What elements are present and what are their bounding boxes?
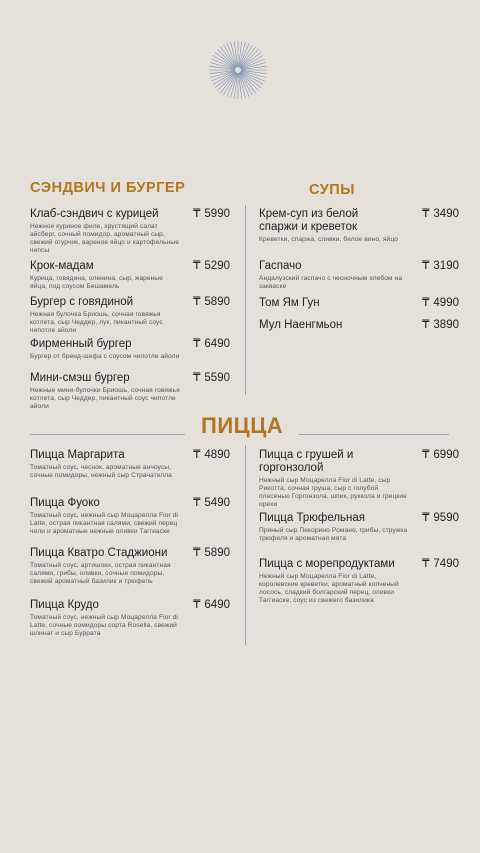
menu-item-row [259,512,459,525]
price-amount: 6490 [204,338,230,350]
menu-item [259,260,459,291]
menu-item-name: Пицца Крудо [30,599,99,611]
menu-item-price [193,372,230,385]
price-amount: 3490 [433,208,459,220]
price-amount: 5890 [204,547,230,559]
menu-item-row [30,599,230,612]
menu-item-price [193,208,230,221]
menu-item [30,547,230,586]
menu-item-description: Томатный соус, чеснок, ароматные анчоусы, сочные помидоры, нежный сыр Страчателла [30,464,172,479]
menu-item-name: Бургер с говядиной [30,296,134,308]
menu-item-name: Мул Наенгмьон [259,319,343,331]
menu-item-name: Пицца с грушей и горгонзолой [259,449,354,474]
currency-symbol: ₸ [193,208,201,220]
price-amount: 3890 [433,319,459,331]
menu-item [259,449,459,509]
menu-item-price [193,296,230,309]
menu-item-price [422,512,459,525]
menu-item-description: Андалузский гаспачо с чесночным хлебом на закваске [259,275,403,290]
menu-item-price [193,338,230,351]
menu-item [30,208,230,255]
menu-item-description: Томатный соус, нежный сыр Моцарелла Fior di Latte, сочные помидоры сорта Rosella, свежий шпинат и сыр Буррата [30,614,178,637]
menu-item-price [422,449,459,462]
menu-item-description: Томатный соус, нежный сыр Моцарелла Fior di Latte, острая пикантная салями, свежий перец чили и ароматные нежные оливки Таггиаске [30,512,178,535]
menu-item-price [193,449,230,462]
menu-item-description: Пряный сыр Пекорино Романо, грибы, стружка трюфеля и ароматная мята [259,527,408,542]
menu-item [30,260,230,291]
currency-symbol: ₸ [422,319,430,331]
menu-item-price [422,558,459,571]
currency-symbol: ₸ [193,497,201,509]
price-amount: 5990 [204,208,230,220]
menu-item-name: Крем-суп из белой спаржи и креветок [259,208,359,233]
menu-item-description: Нежная булочка Бриошь, сочная говяжья котлета, сыр Чеддер, лук, пикантный соус чипотле айоли [30,311,163,334]
menu-item-name: Фирменный бургер [30,338,132,350]
menu-item [30,372,230,411]
currency-symbol: ₸ [193,599,201,611]
currency-symbol: ₸ [193,372,201,384]
divider-right-horizontal [299,434,449,435]
divider-vertical-bottom [245,445,246,645]
menu-item-row [30,338,230,351]
price-amount: 5890 [204,296,230,308]
currency-symbol: ₸ [193,260,201,272]
section-title-soups: СУПЫ [309,182,355,198]
menu-item-row [30,497,230,510]
menu-item-price [422,319,459,332]
menu-item-name: Том Ям Гун [259,297,320,309]
menu-item-row [30,208,230,221]
price-amount: 5490 [204,497,230,509]
menu-item-description: Бургер от бренд-шефа с соусом чипотле айоли [30,353,180,360]
menu-item-price [193,260,230,273]
menu-item-price [422,260,459,273]
sunburst-icon [208,40,268,100]
price-amount: 5590 [204,372,230,384]
currency-symbol: ₸ [422,449,430,461]
price-amount: 3190 [433,260,459,272]
section-title-sandwich: СЭНДВИЧ И БУРГЕР [30,180,186,196]
menu-item [259,297,459,310]
menu-item-name: Клаб-сэндвич с курицей [30,208,159,220]
menu-item-description: Нежное куриное филе, хрустящий салат айсберг, сочный помидор, ароматный сыр, свежий огурчик, вареное яйцо и картофельные чипсы [30,223,179,254]
menu-item-name: Пицца Фуоко [30,497,100,509]
section-title-pizza: ПИЦЦА [201,413,284,438]
price-amount: 4890 [204,449,230,461]
menu-item-row [259,449,459,475]
currency-symbol: ₸ [193,449,201,461]
menu-item-name: Мини-смэш бургер [30,372,130,384]
menu-item-description: Нежные мини-булочки Бриошь, сочная говяжья котлета, сыр Чеддер, пикантный соус чипотле айоли [30,387,180,410]
menu-item-description: Креветки, спаржа, сливки, белое вино, яйцо [259,236,399,243]
price-amount: 6490 [204,599,230,611]
menu-item-name: Пицца Трюфельная [259,512,366,524]
menu-item-description: Нежный сыр Моцарелла Fior di Latte, королевские креветки, ароматный копченый лосось, сладкий болгарский перец, оливки Таггиаске, соус из свежего базилика [259,573,399,604]
menu-item-price [193,547,230,560]
menu-item-price [193,599,230,612]
menu-item-name: Пицца Кватро Стаджиони [30,547,168,559]
price-amount: 4990 [433,297,459,309]
menu-item-price [422,208,459,221]
menu-item-row [259,260,459,273]
menu-item-row [30,449,230,462]
menu-item-name: Гаспачо [259,260,302,272]
currency-symbol: ₸ [193,338,201,350]
currency-symbol: ₸ [422,297,430,309]
menu-item-row [259,319,459,332]
menu-item [30,449,230,480]
menu-item [259,558,459,605]
menu-item-description: Нежный сыр Моцарелла Fior di Latte, сыр Рикотта, сочная груша, сыр с голубой плесенью Горгонзола, шпик, руккола и грецкие орехи [259,477,407,508]
menu-item-row [259,558,459,571]
menu-item [30,599,230,638]
currency-symbol: ₸ [193,547,201,559]
price-amount: 7490 [433,558,459,570]
menu-item-price [193,497,230,510]
menu-item-row [30,372,230,385]
menu-item-row [30,547,230,560]
menu-item-name: Пицца Маргарита [30,449,125,461]
price-amount: 6990 [433,449,459,461]
menu-item-row [30,296,230,309]
menu-item-row [30,260,230,273]
menu-item-price [422,297,459,310]
currency-symbol: ₸ [422,208,430,220]
menu-item-row [259,208,459,234]
menu-item [259,208,459,244]
currency-symbol: ₸ [422,558,430,570]
currency-symbol: ₸ [422,260,430,272]
menu-item [30,338,230,361]
divider-vertical-top [245,205,246,395]
menu-item-row [259,297,459,310]
menu-item [30,497,230,536]
menu-item [259,512,459,543]
menu-item [259,319,459,332]
currency-symbol: ₸ [422,512,430,524]
menu-item [30,296,230,335]
price-amount: 9590 [433,512,459,524]
price-amount: 5290 [204,260,230,272]
currency-symbol: ₸ [193,296,201,308]
menu-item-description: Томатный соус, артишоки, острая пикантная салями, грибы, оливки, сочные помидоры, свежий ароматный базилик и трюфель [30,562,171,585]
divider-left-horizontal [30,434,185,435]
menu-item-name: Пицца с морепродуктами [259,558,395,570]
menu-item-name: Крок-мадам [30,260,94,272]
menu-item-description: Курица, говядина, оленина, сыр, жареные яйца, под соусом Бешамель [30,275,164,290]
